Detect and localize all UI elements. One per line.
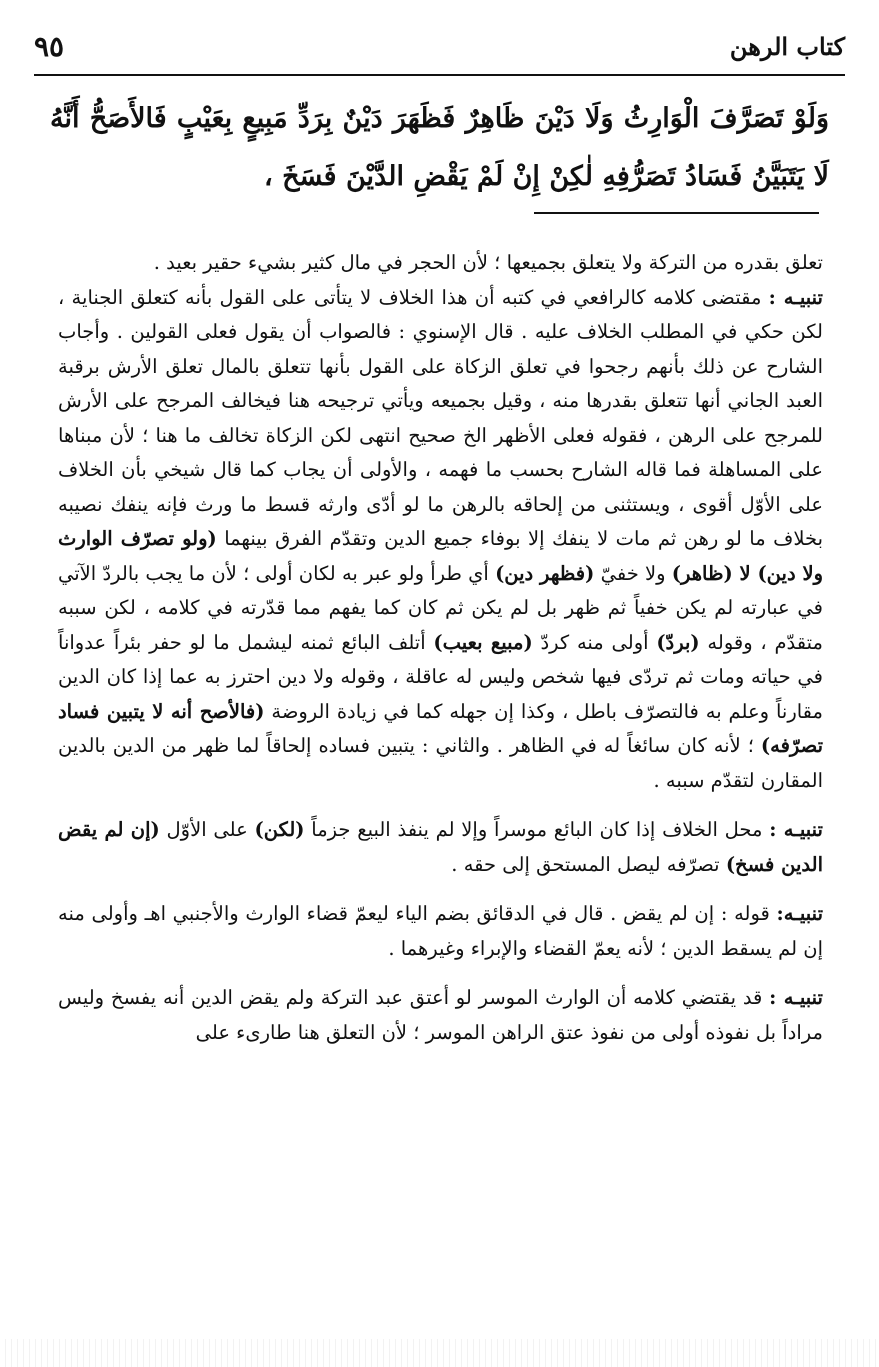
note-label: تنبيـه : <box>768 285 823 309</box>
paragraph-gap <box>58 798 823 813</box>
paragraph-text: أي طرأ ولو عبر به لكان أولى ؛ لأن ما يجب بالردّ الآتي في عبارته لم يكن خفياً ثم ظهر بل لم يكن ثم كان كما يفهم مما قدّرته في كلامه ، لكن سببه متقدّم ، وقوله <box>58 561 823 654</box>
quoted-matn: (فظهر دين) <box>495 561 595 585</box>
section-separator <box>534 212 819 214</box>
running-title: كتاب الرهن <box>729 32 845 61</box>
commentary-paragraph <box>58 281 823 799</box>
note-label: تنبيـه : <box>769 986 823 1009</box>
commentary-paragraph <box>58 813 823 882</box>
page-header <box>34 30 845 70</box>
commentary-paragraph <box>58 981 823 1050</box>
quoted-matn: (لكن) <box>254 818 305 841</box>
commentary-text <box>58 246 823 1050</box>
paragraph-text: مقتضى كلامه كالرافعي في كتبه أن هذا الخلاف لا يتأتى على القول بأنه كتعلق الجناية ، لكن حكي في المطلب الخلاف عليه . قال الإسنوي : فالصواب أن يقول فعلى القولين . وأجاب الشارح عن ذلك بأنهم رجحوا في تعلق الزكاة على القول بأنها تتعلق بالمال تعلق الأرش برقبة العبد الجاني أنها تتعلق بقدرها منه ، وقيل بجميعه ويأتي ترجيحه هنا فيخالف المرجح على الأرش للمرجح على الرهن ، فقوله فعلى الأظهر الخ صحيح انتهى لكن الزكاة تخالف ما هنا ؛ لأن مبناها على المساهلة فما قاله الشارح بحسب ما فهمه ، والأولى أن يجاب كما قال شيخي بأن الخلاف على الأوّل أقوى ، ويستثنى من إلحاقه بالرهن ما لو أدّى وارثه قسط ما ورث فإنه ينفك نصيبه بخلاف ما لو رهن ثم مات لا ينفك إلا بوفاء جميع الدين وتقدّم الفرق بينهما <box>58 285 824 550</box>
matn-text <box>50 90 829 206</box>
quoted-matn: (فالأصح أنه لا يتبين فساد تصرّفه) <box>58 699 823 757</box>
header-rule <box>34 74 845 76</box>
paragraph-text: محل الخلاف إذا كان البائع موسراً وإلا لم ينفذ البيع جزماً <box>304 818 770 841</box>
paragraph-text: على الأوّل <box>159 818 255 841</box>
scan-edge-noise <box>0 1339 879 1367</box>
paragraph-text: ولا خفيّ <box>594 561 672 585</box>
note-label: تنبيـه : <box>769 818 823 841</box>
paragraph-text: تعلق بقدره من التركة ولا يتعلق بجميعها ؛ لأن الحجر في مال كثير بشيء حقير بعيد . <box>153 251 823 274</box>
paragraph-text: تصرّفه ليصل المستحق إلى حقه . <box>451 852 726 876</box>
note-label: تنبيـه: <box>776 902 823 925</box>
quoted-matn: (بردّ) <box>656 630 700 654</box>
paragraph-text: أولى منه كردّ <box>532 630 657 654</box>
quoted-matn: (ولو تصرّف الوارث ولا دين) لا (ظاهر) <box>58 527 823 585</box>
paragraph-gap <box>58 966 823 981</box>
page-number: ٩٥ <box>34 30 65 63</box>
commentary-paragraph <box>58 897 823 966</box>
commentary-paragraph <box>58 246 823 281</box>
matn-line: وَلَوْ تَصَرَّفَ الْوَارِثُ وَلَا دَيْنَ ظَاهِرٌ فَظَهَرَ دَيْنٌ بِرَدِّ مَبِيعٍ بِعَيْبٍ فَالأَصَحُّ أَنَّهُ لَا يَتَبَيَّنُ <box>50 103 829 192</box>
paragraph-text: ؛ لأنه كان سائغاً له في الظاهر . والثاني : يتبين فساده إلحاقاً لما ظهر من الدين بالدين المقارن لتقدّم سببه . <box>58 734 823 792</box>
paragraph-gap <box>58 882 823 897</box>
quoted-matn: (مبيع بعيب) <box>433 630 533 654</box>
paragraph-text: قد يقتضي كلامه أن الوارث الموسر لو أعتق عبد التركة ولم يقض الدين أنه يفسخ وليس مراداً بل نفوذه أولى من نفوذ عتق الراهن الموسر ؛ لأن التعلق هنا طارىء على <box>58 986 823 1044</box>
paragraph-text: قوله : إن لم يقض . قال في الدقائق بضم الياء ليعمّ قضاء الوارث والأجنبي اهـ وأولى منه إن لم يسقط الدين ؛ لأنه يعمّ القضاء والإبراء وغيرهما . <box>58 902 823 960</box>
quoted-matn: (إن لم يقض الدين فسخ) <box>58 818 823 876</box>
paragraph-text: أتلف البائع ثمنه ليشمل ما لو حفر بئراً عدواناً في حياته ومات ثم تردّى فيها شخص وليس له عاقلة ، وقوله ولا دين احترز به عما إذا كان الدين مقارناً وعلم به فالتصرّف باطل ، وكذا إن جهله كما في زيادة الروضة <box>58 630 823 723</box>
matn-line: فَسَادُ تَصَرُّفِهِ لٰكِنْ إِنْ لَمْ يَقْضِ الدَّيْنَ فَسَخَ ، <box>264 161 743 192</box>
